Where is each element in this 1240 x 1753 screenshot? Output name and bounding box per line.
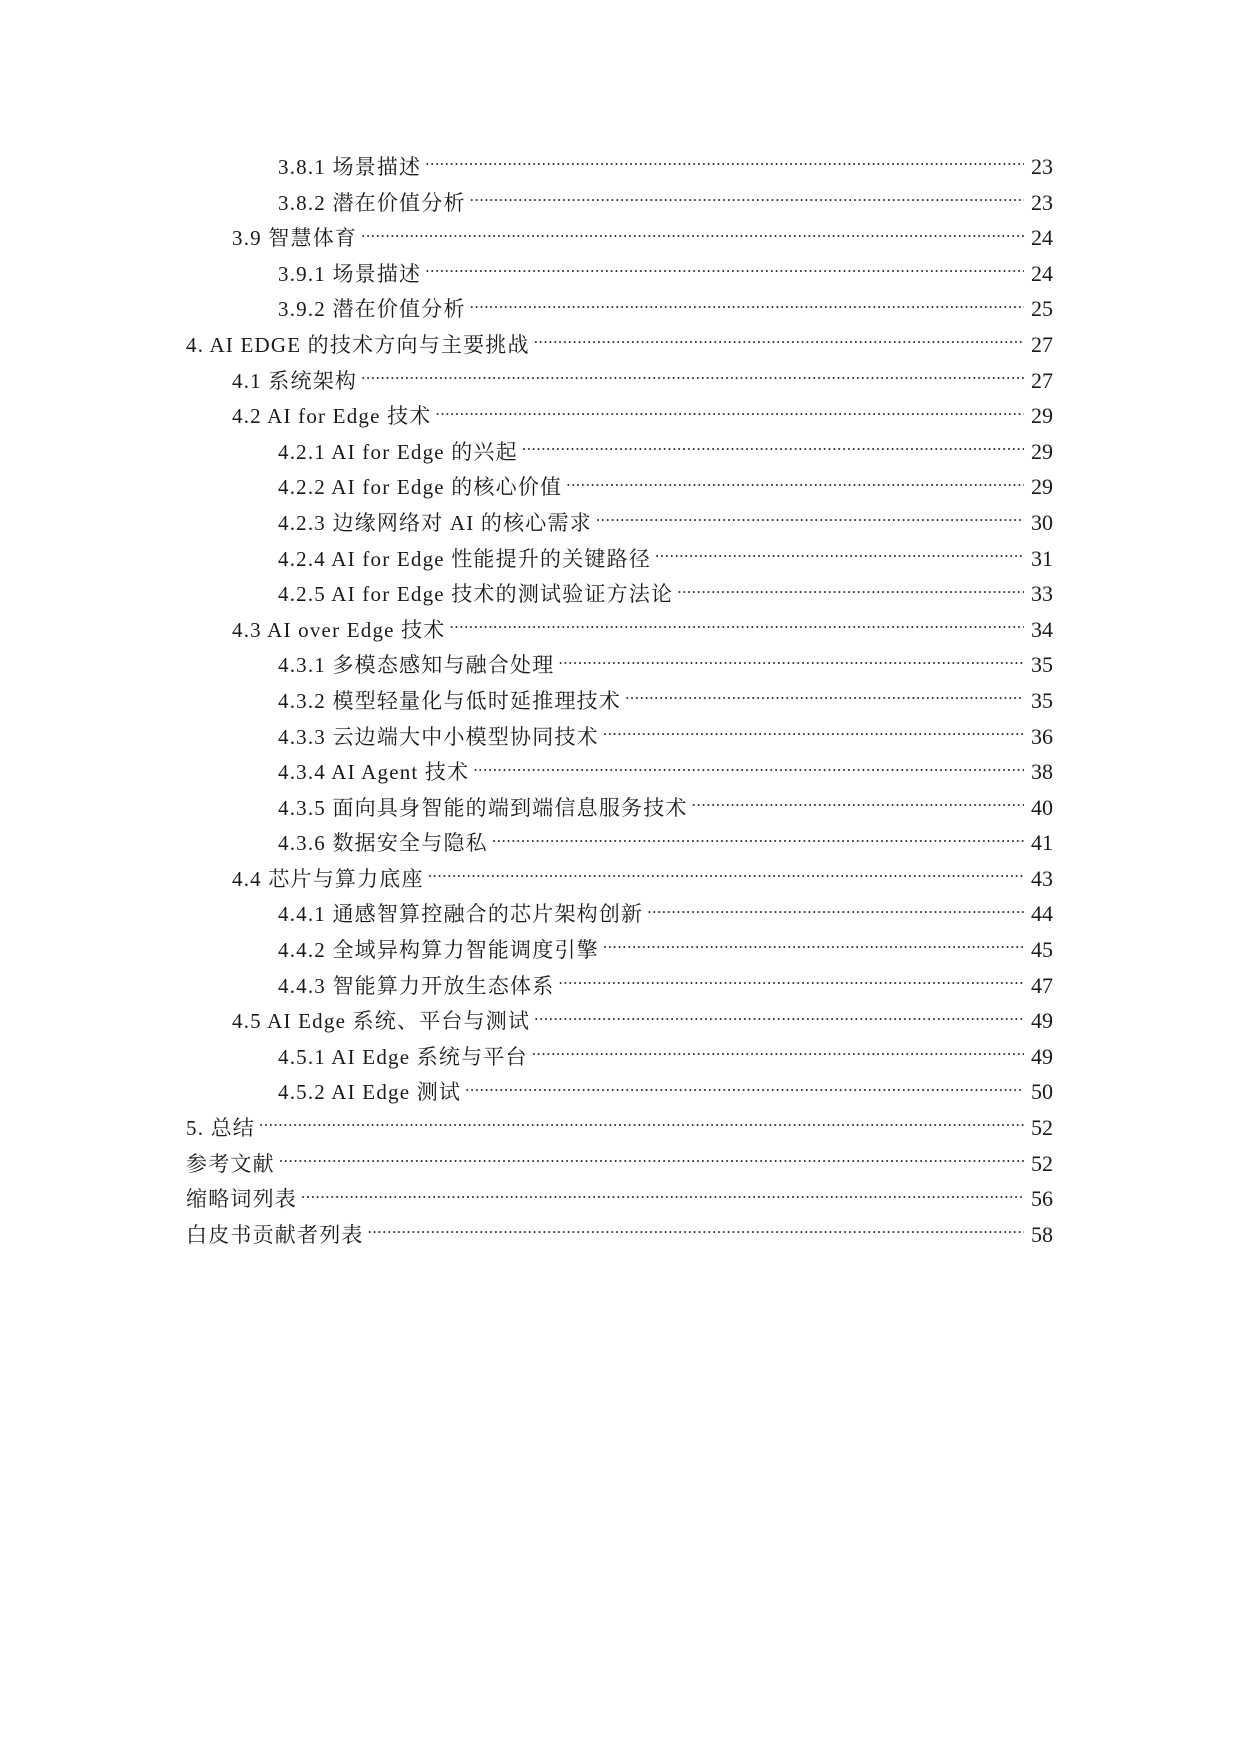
toc-entry-3-9-2[interactable] [186, 291, 1053, 327]
toc-entry-4-4[interactable] [186, 861, 1053, 897]
toc-entry-label: 白皮书贡献者列表 [186, 1222, 364, 1247]
toc-entry-label: 4.4.1 通感智算控融合的芯片架构创新 [278, 902, 644, 927]
toc-entry-page: 29 [1031, 474, 1053, 500]
toc-entry-label: 参考文献 [186, 1151, 275, 1176]
toc-entry-4-5-1[interactable] [186, 1039, 1053, 1075]
toc-entry-3-9-1[interactable] [186, 256, 1053, 292]
dot-leader [566, 473, 1024, 494]
toc-entry-label: 4.5.1 AI Edge 系统与平台 [278, 1044, 528, 1069]
toc-entry-label: 4.2.5 AI for Edge 技术的测试验证方法论 [278, 582, 674, 607]
toc-entry-5[interactable] [186, 1110, 1053, 1146]
toc-entry-label: 4.3.2 模型轻量化与低时延推理技术 [278, 688, 622, 713]
dot-leader [361, 367, 1024, 388]
toc-entry-page: 43 [1031, 865, 1053, 891]
toc-entry-4-5-2[interactable] [186, 1074, 1053, 1110]
dot-leader [425, 260, 1024, 281]
toc-entry-4-3-6[interactable] [186, 825, 1053, 861]
toc-entry-page: 34 [1031, 616, 1053, 642]
dot-leader [473, 758, 1024, 779]
dot-leader [655, 545, 1024, 566]
dot-leader [368, 1221, 1024, 1242]
toc-entry-4-4-1[interactable] [186, 896, 1053, 932]
dot-leader [692, 794, 1024, 815]
dot-leader [470, 189, 1024, 210]
toc-entry-page: 23 [1031, 154, 1053, 179]
toc-entry-label: 4.2.1 AI for Edge 的兴起 [278, 439, 518, 464]
toc-entry-page: 35 [1031, 687, 1053, 713]
toc-entry-page: 49 [1031, 1008, 1053, 1034]
toc-entry-4-2-5[interactable] [186, 576, 1053, 612]
toc-entry-label: 4.5 AI Edge 系统、平台与测试 [232, 1009, 531, 1034]
toc-entry-label: 3.9.2 潜在价值分析 [278, 297, 466, 322]
dot-leader [279, 1150, 1024, 1171]
toc-entry-page: 24 [1031, 225, 1053, 251]
toc-entry-page: 27 [1031, 367, 1053, 393]
toc-entry-page: 29 [1031, 438, 1053, 464]
toc-entry-4-1[interactable] [186, 363, 1053, 399]
toc-entry-label: 4.1 系统架构 [232, 368, 358, 393]
dot-leader [647, 900, 1024, 921]
toc-entry-page: 50 [1031, 1079, 1053, 1105]
toc-entry-page: 25 [1031, 296, 1053, 322]
toc-entry-label: 4. AI EDGE 的技术方向与主要挑战 [186, 332, 530, 357]
toc-entry-4-3-2[interactable] [186, 683, 1053, 719]
toc-entry-3-9[interactable] [186, 220, 1053, 256]
toc-entry-4-4-2[interactable] [186, 932, 1053, 968]
toc-entry-page: 58 [1031, 1221, 1053, 1247]
dot-leader [450, 616, 1024, 637]
toc-entry-label: 4.3.1 多模态感知与融合处理 [278, 653, 555, 678]
toc-entry-label: 4.3 AI over Edge 技术 [232, 617, 446, 642]
toc-entry-label: 4.4.3 智能算力开放生态体系 [278, 973, 555, 998]
toc-entry-label: 4.2.4 AI for Edge 性能提升的关键路径 [278, 546, 652, 571]
toc-entry-4-2-1[interactable] [186, 434, 1053, 470]
dot-leader [677, 580, 1024, 601]
toc-entry-label: 3.9 智慧体育 [232, 226, 358, 251]
toc-entry-3-8-1[interactable] [186, 149, 1053, 185]
toc-entry-label: 4.5.2 AI Edge 测试 [278, 1080, 462, 1105]
toc-entry-4-4-3[interactable] [186, 968, 1053, 1004]
toc-entry-4-3-4[interactable] [186, 754, 1053, 790]
toc-entry-page: 49 [1031, 1043, 1053, 1069]
dot-leader [361, 224, 1024, 245]
dot-leader [534, 331, 1024, 352]
dot-leader [558, 651, 1024, 672]
toc-entry-page: 52 [1031, 1150, 1053, 1176]
toc-entry-page: 38 [1031, 759, 1053, 785]
toc-entry-page: 33 [1031, 581, 1053, 607]
toc-entry-contributors[interactable] [186, 1217, 1053, 1253]
dot-leader [522, 438, 1024, 459]
toc-entry-page: 52 [1031, 1115, 1053, 1141]
dot-leader [425, 153, 1024, 174]
dot-leader [603, 723, 1024, 744]
toc-entry-4-5[interactable] [186, 1003, 1053, 1039]
toc-entry-label: 4.2 AI for Edge 技术 [232, 404, 432, 429]
toc-entry-page: 24 [1031, 260, 1053, 286]
toc-entry-label: 3.8.2 潜在价值分析 [278, 190, 466, 215]
dot-leader [603, 936, 1024, 957]
toc-entry-3-8-2[interactable] [186, 185, 1053, 221]
toc-entry-page: 31 [1031, 545, 1053, 571]
toc-entry-label: 4.4 芯片与算力底座 [232, 866, 424, 891]
toc-entry-4-3-5[interactable] [186, 790, 1053, 826]
toc-entry-label: 缩略词列表 [186, 1187, 297, 1212]
toc-entry-page: 47 [1031, 972, 1053, 998]
toc-entry-label: 4.2.2 AI for Edge 的核心价值 [278, 475, 563, 500]
toc-entry-4[interactable] [186, 327, 1053, 363]
dot-leader [470, 295, 1024, 316]
toc-entry-label: 5. 总结 [186, 1116, 255, 1141]
dot-leader [534, 1007, 1024, 1028]
dot-leader [465, 1078, 1024, 1099]
toc-entry-4-2-4[interactable] [186, 541, 1053, 577]
toc-entry-page: 41 [1031, 830, 1053, 856]
toc-entry-page: 23 [1031, 189, 1053, 215]
dot-leader [532, 1043, 1024, 1064]
dot-leader [259, 1114, 1024, 1135]
toc-entry-label: 4.3.5 面向具身智能的端到端信息服务技术 [278, 795, 688, 820]
toc-entry-4-2-3[interactable] [186, 505, 1053, 541]
dot-leader [428, 865, 1024, 886]
dot-leader [558, 972, 1024, 993]
dot-leader [492, 829, 1024, 850]
toc-entry-references[interactable] [186, 1146, 1053, 1182]
dot-leader [596, 509, 1024, 530]
toc-entry-page: 36 [1031, 723, 1053, 749]
table-of-contents [186, 149, 1053, 1252]
toc-entry-4-3[interactable] [186, 612, 1053, 648]
toc-entry-label: 3.8.1 场景描述 [278, 155, 422, 179]
toc-entry-label: 4.3.3 云边端大中小模型协同技术 [278, 724, 599, 749]
toc-entry-page: 45 [1031, 937, 1053, 963]
toc-entry-4-3-3[interactable] [186, 719, 1053, 755]
toc-entry-page: 27 [1031, 331, 1053, 357]
toc-entry-abbreviations[interactable] [186, 1181, 1053, 1217]
toc-entry-label: 4.4.2 全域异构算力智能调度引擎 [278, 938, 599, 963]
toc-entry-4-2[interactable] [186, 398, 1053, 434]
toc-entry-page: 40 [1031, 794, 1053, 820]
toc-entry-page: 29 [1031, 403, 1053, 429]
toc-entry-label: 4.3.4 AI Agent 技术 [278, 760, 470, 785]
dot-leader [625, 687, 1024, 708]
toc-entry-page: 44 [1031, 901, 1053, 927]
toc-entry-4-3-1[interactable] [186, 647, 1053, 683]
dot-leader [436, 402, 1025, 423]
toc-entry-label: 3.9.1 场景描述 [278, 261, 422, 286]
toc-entry-page: 30 [1031, 509, 1053, 535]
dot-leader [301, 1185, 1024, 1206]
toc-entry-label: 4.2.3 边缘网络对 AI 的核心需求 [278, 510, 592, 535]
toc-entry-label: 4.3.6 数据安全与隐私 [278, 831, 488, 856]
toc-entry-page: 56 [1031, 1186, 1053, 1212]
toc-entry-4-2-2[interactable] [186, 469, 1053, 505]
toc-entry-page: 35 [1031, 652, 1053, 678]
